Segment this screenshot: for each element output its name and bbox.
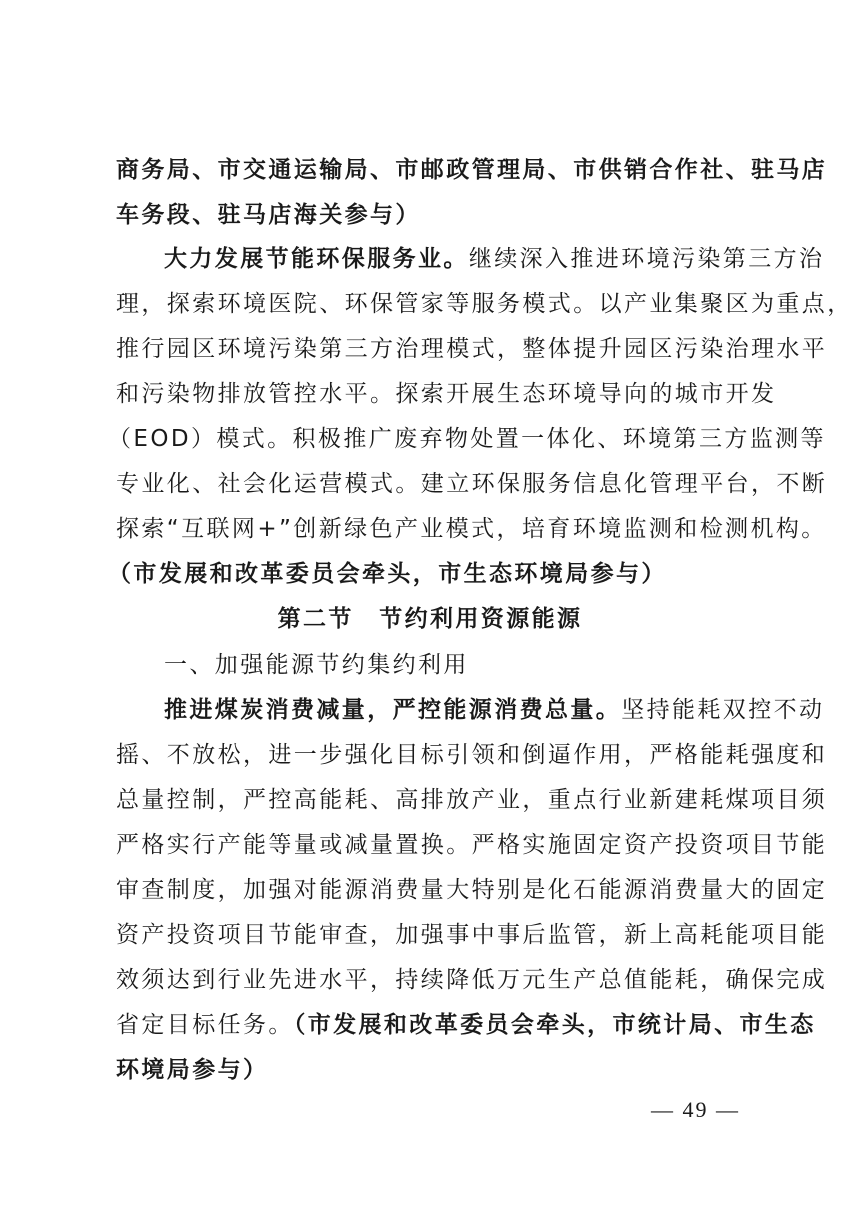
- text-span: 省定目标任务。: [116, 1012, 294, 1038]
- text-span-bold: （市发展和改革委员会牵头，市统计局、市生态: [293, 1012, 816, 1038]
- text-line: 商务局、市交通运输局、市邮政管理局、市供销合作社、驻马店: [116, 157, 828, 183]
- text-line: 专业化、社会化运营模式。建立环保服务信息化管理平台，不断: [116, 471, 828, 497]
- text-line: [116, 1010, 816, 1040]
- text-span: 继续深入推进环境污染第三方治: [468, 246, 825, 272]
- text-line: （市发展和改革委员会牵头，市生态环境局参与）: [108, 561, 667, 587]
- text-line: 推行园区环境污染第三方治理模式，整体提升园区污染治理水平: [116, 336, 828, 362]
- page-number: — 49 —: [651, 1097, 740, 1122]
- text-line: 理，探索环境医院、环保管家等服务模式。以产业集聚区为重点，: [116, 291, 853, 317]
- section-heading: 第二节 节约利用资源能源: [277, 606, 583, 632]
- text-line: 摇、不放松，进一步强化目标引领和倒逼作用，严格能耗强度和: [116, 742, 828, 768]
- text-line: 严格实行产能等量或减量置换。严格实施固定资产投资项目节能: [116, 832, 828, 858]
- paragraph-title: 推进煤炭消费减量，严控能源消费总量。: [164, 697, 622, 723]
- text-line: 环境局参与）: [116, 1057, 269, 1083]
- text-span: 坚持能耗双控不动: [621, 697, 825, 723]
- paragraph-first-line: [164, 244, 825, 274]
- paragraph-first-line: [164, 695, 825, 725]
- text-line: 审查制度，加强对能源消费量大特别是化石能源消费量大的固定: [116, 877, 828, 903]
- text-line: 资产投资项目节能审查，加强事中事后监管，新上高耗能项目能: [116, 922, 828, 948]
- text-line: 总量控制，严控高能耗、高排放产业，重点行业新建耗煤项目须: [116, 787, 828, 813]
- text-line: 和污染物排放管控水平。探索开展生态环境导向的城市开发: [116, 381, 777, 407]
- subheading: 一、加强能源节约集约利用: [164, 652, 469, 678]
- paragraph-title: 大力发展节能环保服务业。: [164, 246, 469, 272]
- text-line: 车务段、驻马店海关参与）: [116, 202, 421, 228]
- text-line: 探索“互联网+”创新绿色产业模式，培育环境监测和检测机构。: [116, 516, 827, 542]
- text-line: （EOD）模式。积极推广废弃物处置一体化、环境第三方监测等: [108, 426, 826, 452]
- text-line: 效须达到行业先进水平，持续降低万元生产总值能耗，确保完成: [116, 967, 828, 993]
